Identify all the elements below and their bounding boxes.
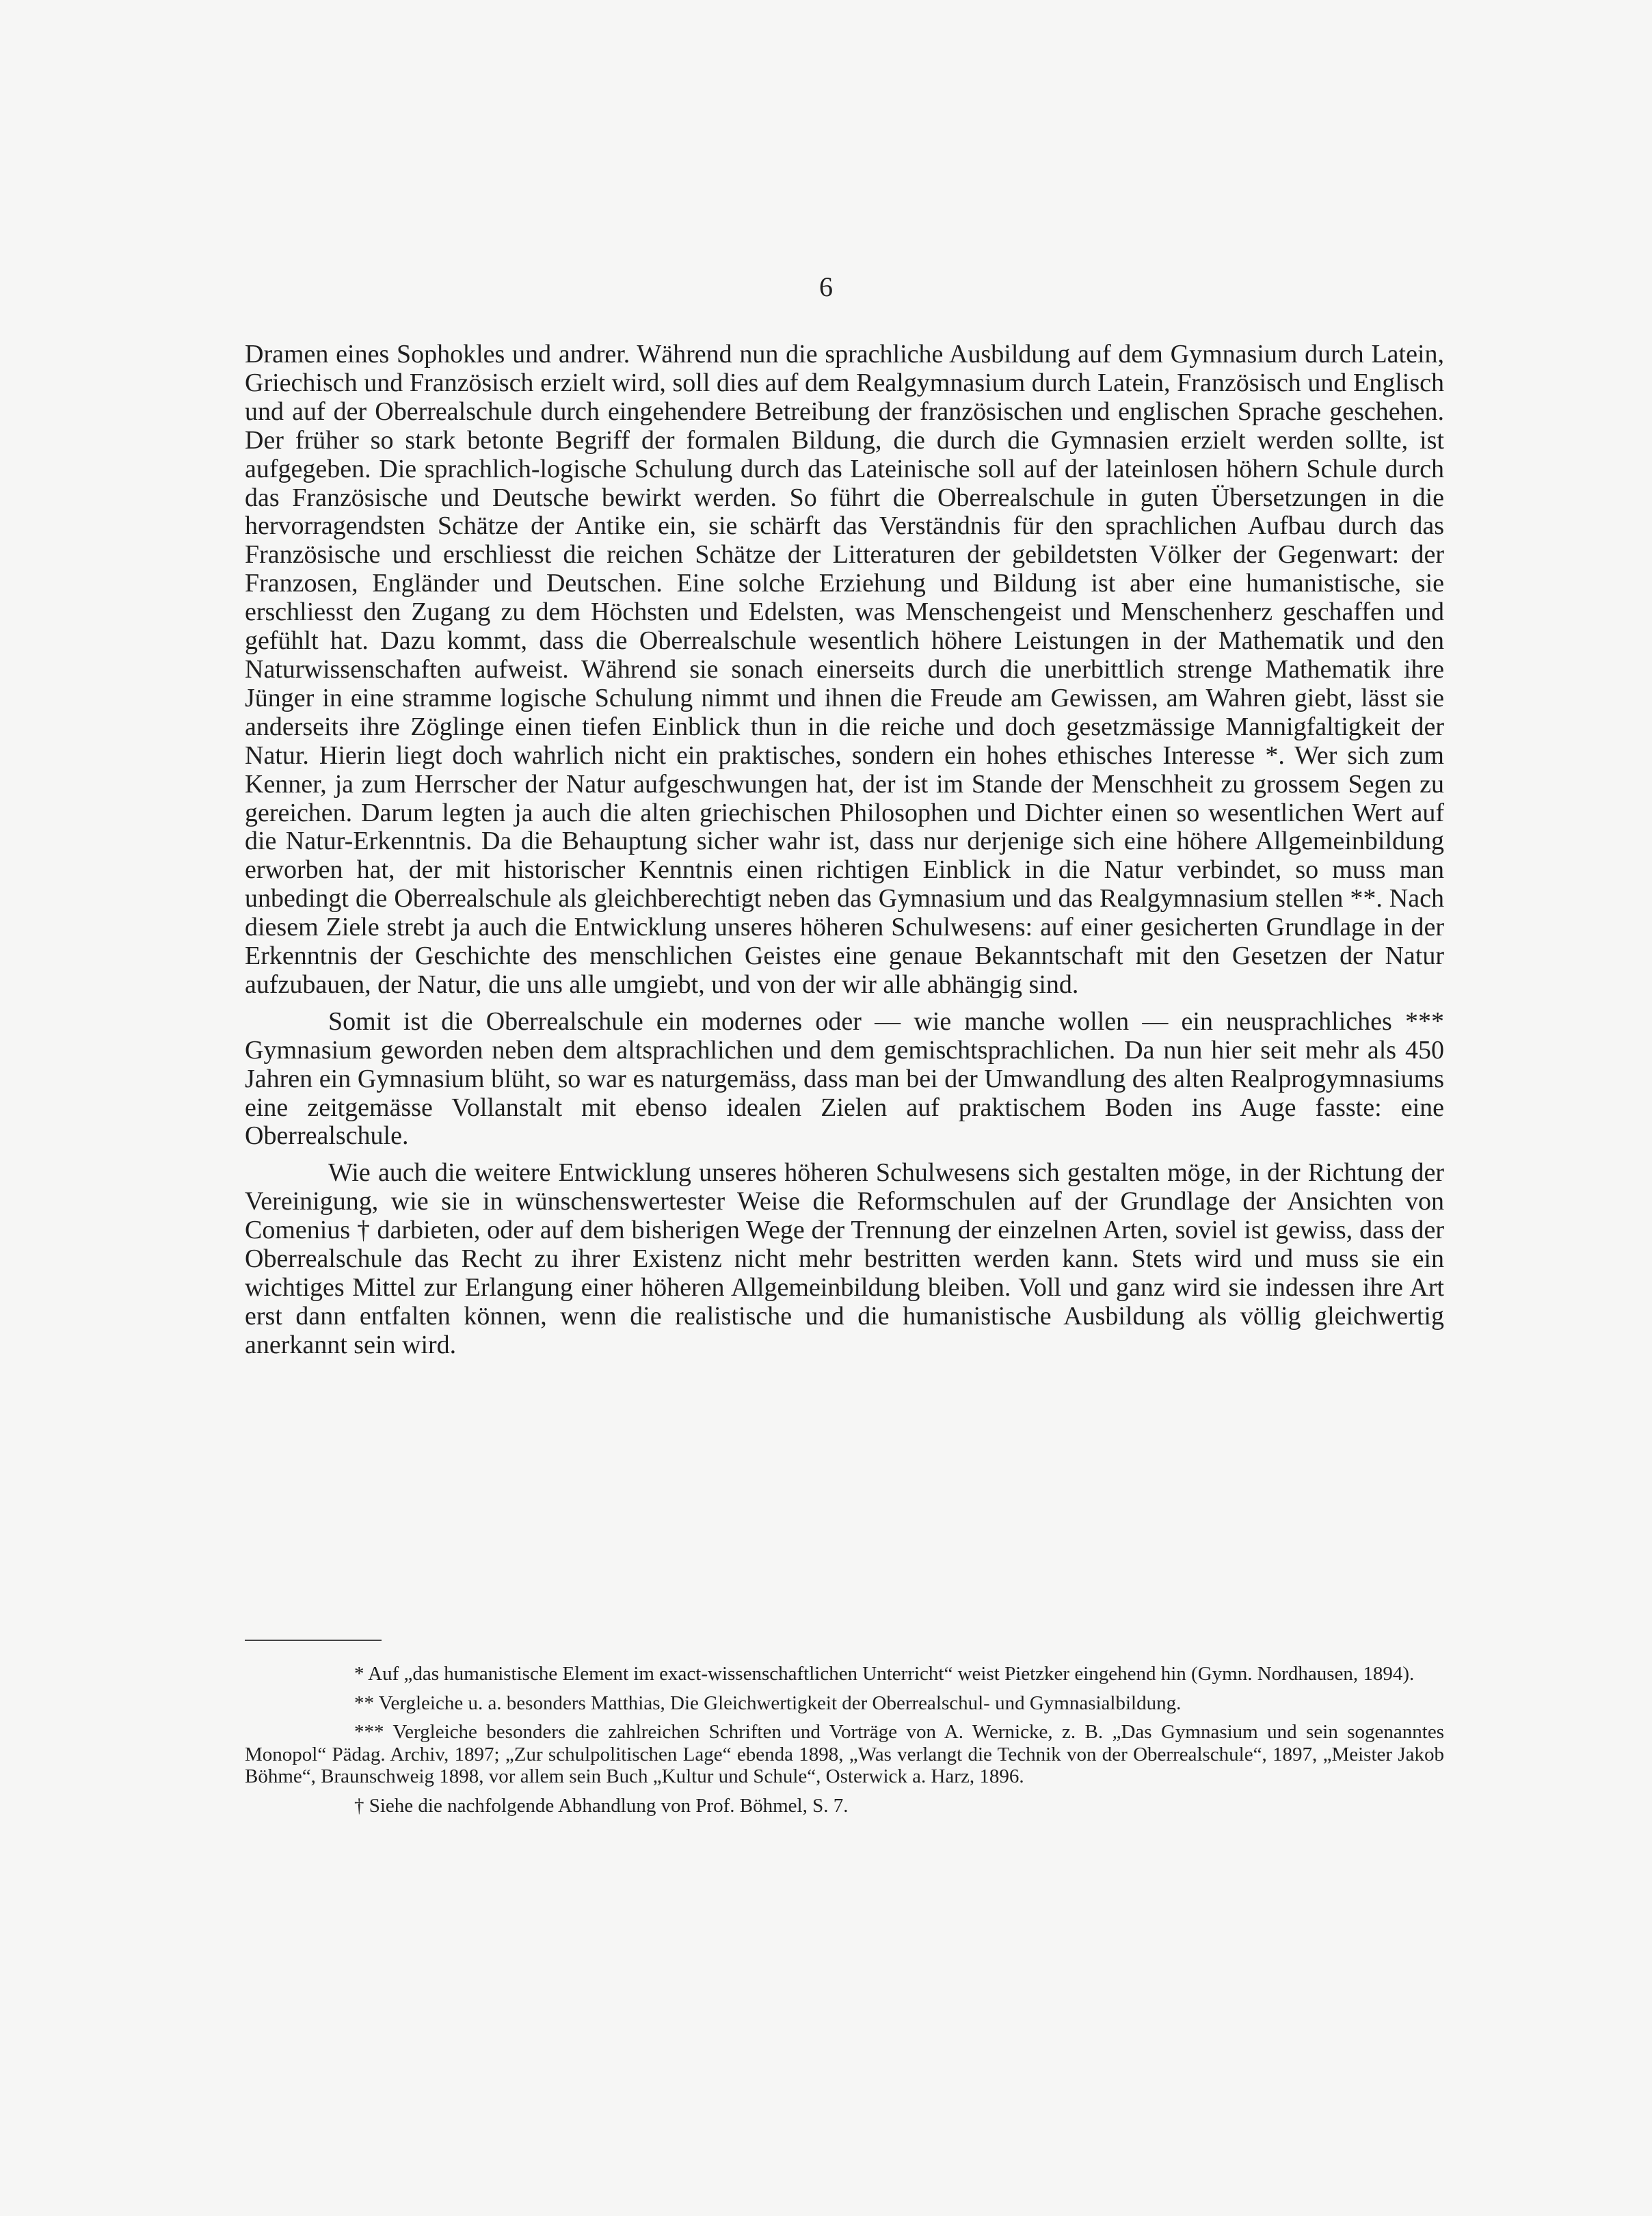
footnote-4: † Siehe die nachfolgende Abhandlung von Prof. Böhmel, S. 7. bbox=[354, 1794, 849, 1817]
footnotes bbox=[245, 1663, 1444, 1817]
paragraph-3: Wie auch die weitere Entwicklung unseres höheren Schulwesens sich gestalten möge, in der Richtung der Vereinigung, wie sie in wünschenswertester Weise die Reformschulen auf der Grundlage der Ansichten von Comenius † darbieten, oder auf dem bisherigen Wege der Trennung der einzelnen Arten, soviel ist gewiss, dass der Oberrealschule das Recht zu ihrer Existenz nicht mehr bestritten werden kann. Stets wird und muss sie ein wichtiges Mittel zur Erlangung einer höheren Allgemeinbildung bleiben. Voll und ganz wird sie indessen ihre Art erst dann entfalten können, wenn die realistische und die humanistische Ausbildung als völlig gleichwertig anerkannt sein wird. bbox=[245, 1158, 1444, 1359]
paragraph-1: Dramen eines Sophokles und andrer. Während nun die sprachliche Ausbildung auf dem Gymnasium durch Latein, Griechisch und Französisch erzielt wird, soll dies auf dem Realgymnasium durch Latein, Französisch und Englisch und auf der Oberrealschule durch eingehendere Betreibung der französischen und englischen Sprache geschehen. Der früher so stark betonte Begriff der formalen Bildung, die durch die Gymnasien erzielt werden sollte, ist aufgegeben. Die sprachlich-logische Schulung durch das Lateinische soll auf der lateinlosen höhern Schule durch das Französische und Deutsche bewirkt werden. So führt die Oberrealschule in guten Übersetzungen in die hervorragendsten Schätze der Antike ein, sie schärft das Verständnis für den sprachlichen Aufbau durch das Französische und erschliesst die reichen Schätze der Litteraturen der gebildetsten Völker der Gegenwart: der Franzosen, Engländer und Deutschen. Eine solche Erziehung und Bildung ist aber eine humanistische, sie erschliesst den Zugang zu dem Höchsten und Edelsten, was Menschengeist und Menschenherz geschaffen und gefühlt hat. Dazu kommt, dass die Oberrealschule wesentlich höhere Leistungen in der Mathematik und den Naturwissenschaften aufweist. Während sie sonach einerseits durch die unerbittlich strenge Mathematik ihre Jünger in eine stramme logische Schulung nimmt und ihnen die Freude am Gewissen, am Wahren giebt, lässt sie anderseits ihre Zöglinge einen tiefen Einblick thun in die reiche und doch gesetzmässige Mannigfaltigkeit der Natur. Hierin liegt doch wahrlich nicht ein praktisches, sondern ein hohes ethisches Interesse *. Wer sich zum Kenner, ja zum Herrscher der Natur aufgeschwungen hat, der ist im Stande der Menschheit zu grossem Segen zu gereichen. Darum legten ja auch die alten griechischen Philosophen und Dichter einen so wesentlichen Wert auf die Natur-Erkenntnis. Da die Behauptung sicher wahr ist, dass nur derjenige sich eine höhere Allgemeinbildung erworben hat, der mit historischer Kenntnis einen richtigen Einblick in die Natur verbindet, so muss man unbedingt die Oberrealschule als gleichberechtigt neben das Gymnasium und das Realgymnasium stellen **. Nach diesem Ziele strebt ja auch die Entwicklung unseres höheren Schulwesens: auf einer gesicherten Grundlage in der Erkenntnis der Geschichte des menschlichen Geistes eine genaue Bekanntschaft mit den Gesetzen der Natur aufzubauen, der Natur, die uns alle umgiebt, und von der wir alle abhängig sind. bbox=[245, 340, 1444, 999]
paragraph-2: Somit ist die Oberrealschule ein modernes oder — wie manche wollen — ein neusprachliches *** Gymnasium geworden neben dem altsprachlichen und dem gemischtsprachlichen. Da nun hier seit mehr als 450 Jahren ein Gymnasium blüht, so war es naturgemäss, dass man bei der Umwandlung des alten Realprogymnasiums eine zeitgemässe Vollanstalt mit ebenso idealen Zielen auf praktischem Boden ins Auge fasste: eine Oberrealschule. bbox=[245, 1006, 1444, 1151]
page-number: 6 bbox=[819, 271, 833, 302]
footnote-divider bbox=[245, 1640, 382, 1641]
footnote-2: ** Vergleiche u. a. besonders Matthias, Die Gleichwertigkeit der Oberrealschul- und Gymnasialbildung. bbox=[354, 1692, 1182, 1714]
footnote-1: * Auf „das humanistische Element im exact-wissenschaftlichen Unterricht“ weist Pietzker eingehend hin (Gymn. Nordhausen, 1894). bbox=[354, 1663, 1415, 1685]
body-text bbox=[245, 341, 1444, 1360]
footnote-3: *** Vergleiche besonders die zahlreichen Schriften und Vorträge von A. Wernicke, z. B. „Das Gymnasium und sein sogenanntes Monopol“ Pädag. Archiv, 1897; „Zur schulpolitischen Lage“ ebenda 1898, „Was verlangt die Technik von der Oberrealschule“, 1897, „Meister Jakob Böhme“, Braunschweig 1898, vor allem sein Buch „Kultur und Schule“, Osterwick a. Harz, 1896. bbox=[245, 1721, 1444, 1787]
